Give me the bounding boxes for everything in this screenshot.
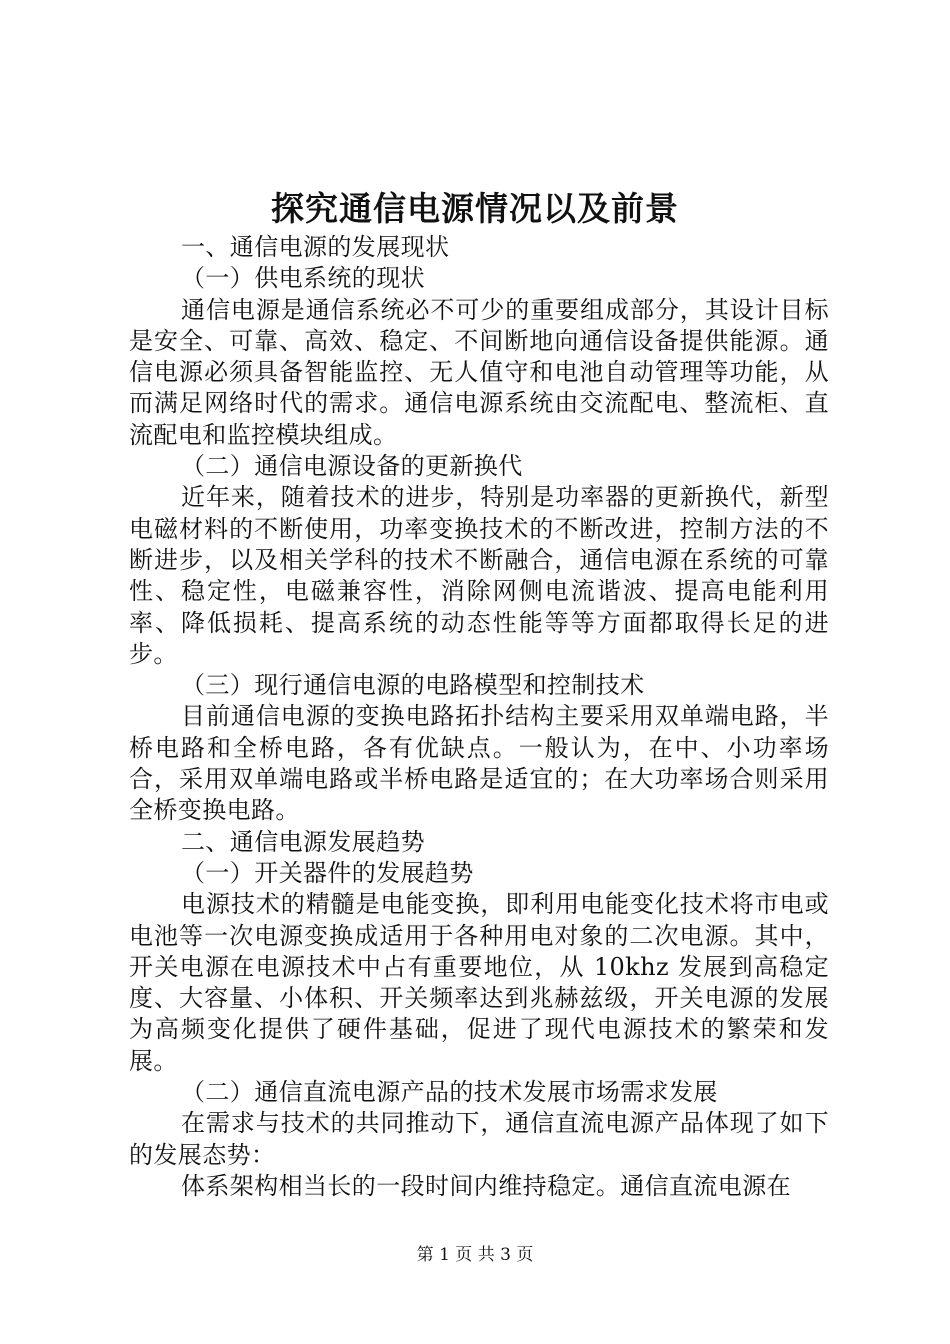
document-body — [129, 232, 829, 1202]
subsection-heading-1-3: （三）现行通信电源的电路模型和控制技术 — [181, 671, 645, 700]
paragraph: 体系架构相当长的一段时间内维持稳定。通信直流电源在 — [181, 1171, 791, 1200]
paragraph: 在需求与技术的共同推动下，通信直流电源产品体现了如下的发展态势： — [129, 1109, 829, 1169]
section-heading-1: 一、通信电源的发展现状 — [181, 233, 450, 261]
paragraph: 电源技术的精髓是电能变换，即利用电能变化技术将市电或电池等一次电源变换成适用于各种用电对象的二次电源。其中，开关电源在电源技术中占有重要地位，从 10khz 发展到高稳定度、大容量、小体积、开关频率达到兆赫兹级，开关电源的发展为高频变化提供了硬件基础，促进了现代电源技术的繁荣和发展。 — [129, 890, 829, 1075]
document-title: 探究通信电源情况以及前景 — [271, 189, 679, 228]
subsection-heading-1-1: （一）供电系统的现状 — [181, 264, 425, 293]
section-heading-2: 二、通信电源发展趋势 — [181, 827, 425, 856]
page-footer: 第 1 页 共 3 页 — [416, 1245, 534, 1265]
subsection-heading-1-2: （二）通信电源设备的更新换代 — [181, 452, 523, 481]
subsection-heading-2-1: （一）开关器件的发展趋势 — [181, 858, 474, 887]
subsection-heading-2-2: （二）通信直流电源产品的技术发展市场需求发展 — [181, 1078, 718, 1107]
paragraph: 近年来，随着技术的进步，特别是功率器的更新换代，新型电磁材料的不断使用，功率变换技术的不断改进，控制方法的不断进步，以及相关学科的技术不断融合，通信电源在系统的可靠性、稳定性，电磁兼容性，消除网侧电流谐波、提高电能利用率、降低损耗、提高系统的动态性能等等方面都取得长足的进步。 — [129, 483, 829, 668]
paragraph: 目前通信电源的变换电路拓扑结构主要采用双单端电路，半桥电路和全桥电路，各有优缺点。一般认为，在中、小功率场合，采用双单端电路或半桥电路是适宜的；在大功率场合则采用全桥变换电路。 — [129, 702, 829, 825]
paragraph: 通信电源是通信系统必不可少的重要组成部分，其设计目标是安全、可靠、高效、稳定、不间断地向通信设备提供能源。通信电源必须具备智能监控、无人值守和电池自动管理等功能，从而满足网络时代的需求。通信电源系统由交流配电、整流柜、直流配电和监控模块组成。 — [129, 295, 829, 449]
